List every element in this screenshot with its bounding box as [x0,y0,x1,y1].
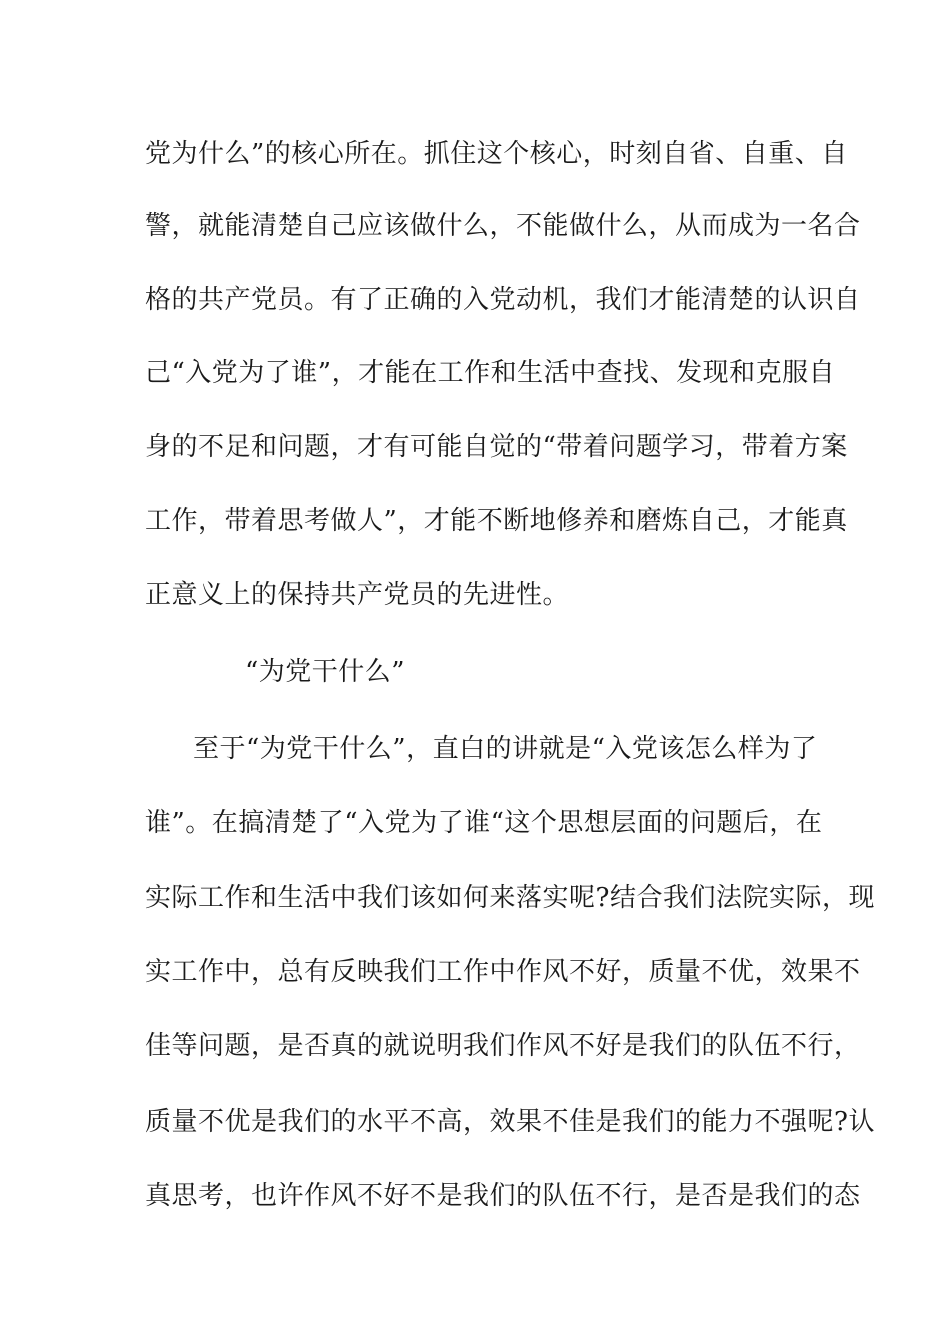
paragraph-2-line-2: 谁”。在搞清楚了“入党为了谁“这个思想层面的问题后，在 [145,808,823,838]
paragraph-2-line-1: 至于“为党干什么”，直白的讲就是“入党该怎么样为了 [193,734,818,764]
paragraph-2-line-3: 实际工作和生活中我们该如何来落实呢?结合我们法院实际，现 [145,883,875,913]
paragraph-2-line-7: 真思考，也许作风不好不是我们的队伍不行，是否是我们的态 [145,1181,861,1211]
paragraph-1-line-7: 正意义上的保持共产党员的先进性。 [145,580,570,610]
section-heading: “为党干什么” [245,657,406,687]
paragraph-1-line-3: 格的共产党员。有了正确的入党动机，我们才能清楚的认识自 [145,285,861,315]
paragraph-1-line-5: 身的不足和问题，才有可能自觉的“带着问题学习，带着方案 [145,432,848,462]
paragraph-1-line-4: 己“入党为了谁”，才能在工作和生活中查找、发现和克服自 [145,358,836,388]
paragraph-2-line-6: 质量不优是我们的水平不高，效果不佳是我们的能力不强呢?认 [145,1107,875,1137]
paragraph-1-line-1: 党为什么”的核心所在。抓住这个核心，时刻自省、自重、自 [145,139,848,169]
paragraph-2-line-4: 实工作中，总有反映我们工作中作风不好，质量不优，效果不 [145,957,861,987]
paragraph-2-line-5: 佳等问题，是否真的就说明我们作风不好是我们的队伍不行， [145,1031,861,1061]
paragraph-1-line-6: 工作，带着思考做人”，才能不断地修养和磨炼自己，才能真 [145,506,848,536]
paragraph-1-line-2: 警，就能清楚自己应该做什么，不能做什么，从而成为一名合 [145,211,861,241]
